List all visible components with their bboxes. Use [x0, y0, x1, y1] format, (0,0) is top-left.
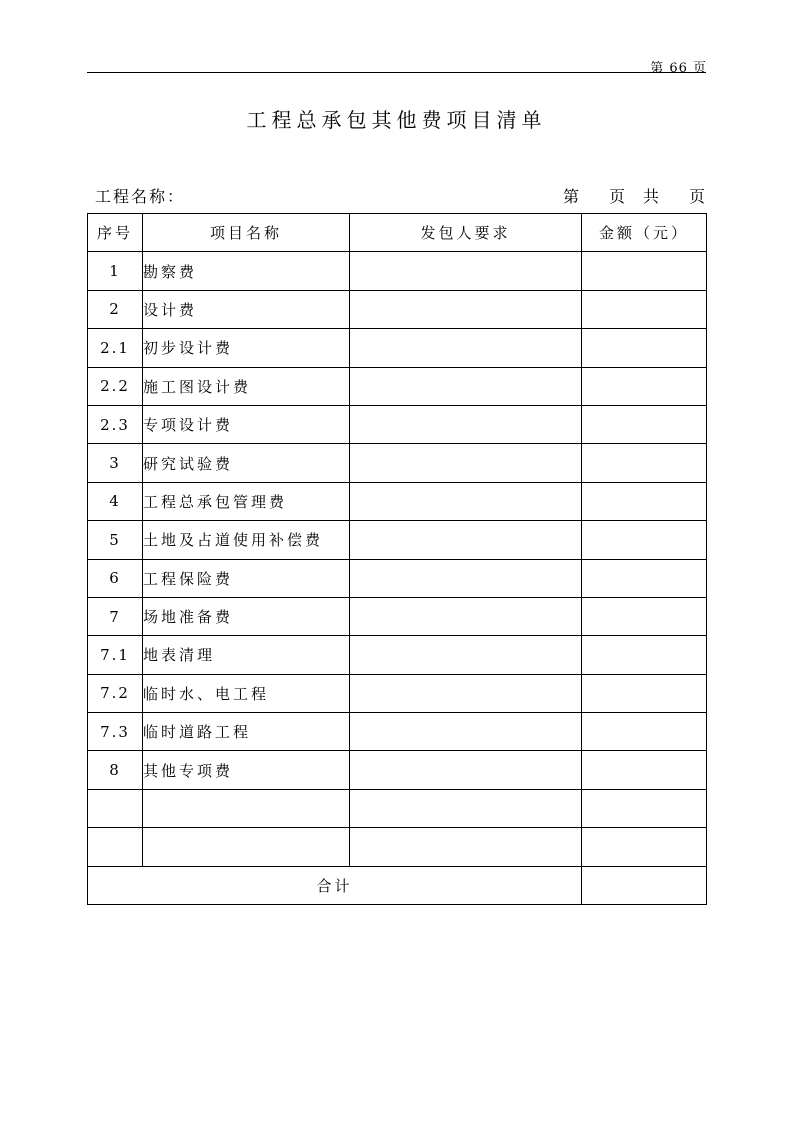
row-name: 工程总承包管理费: [143, 482, 350, 520]
table-row: [88, 290, 707, 328]
document-title: 工程总承包其他费项目清单: [246, 108, 547, 132]
row-amount-cell: [582, 444, 707, 482]
row-no: 4: [88, 482, 143, 520]
total-label: 合计: [88, 866, 582, 904]
row-amount-cell: [582, 559, 707, 597]
row-no: 7.3: [88, 713, 143, 751]
table-row: [88, 674, 707, 712]
total-row: [88, 866, 707, 904]
header-no: 序号: [88, 214, 143, 252]
empty-cell: [88, 828, 143, 866]
row-amount-cell: [582, 713, 707, 751]
row-amount-cell: [582, 329, 707, 367]
row-no: 3: [88, 444, 143, 482]
row-name: 勘察费: [143, 252, 350, 290]
table-row: [88, 482, 707, 520]
header-rule: [87, 72, 706, 73]
empty-cell: [582, 789, 707, 827]
total-amount-cell: [582, 866, 707, 904]
row-no: 8: [88, 751, 143, 789]
row-amount-cell: [582, 597, 707, 635]
empty-cell: [350, 789, 582, 827]
empty-table-row: [88, 828, 707, 866]
empty-cell: [143, 789, 350, 827]
row-requirement-cell: [350, 597, 582, 635]
row-name: 其他专项费: [143, 751, 350, 789]
row-requirement-cell: [350, 252, 582, 290]
row-name: 地表清理: [143, 636, 350, 674]
row-amount-cell: [582, 290, 707, 328]
row-no: 6: [88, 559, 143, 597]
empty-cell: [582, 828, 707, 866]
row-amount-cell: [582, 482, 707, 520]
row-no: 2.3: [88, 405, 143, 443]
row-name: 场地准备费: [143, 597, 350, 635]
row-requirement-cell: [350, 482, 582, 520]
row-amount-cell: [582, 252, 707, 290]
empty-cell: [143, 828, 350, 866]
row-requirement-cell: [350, 405, 582, 443]
table-row: [88, 636, 707, 674]
row-name: 专项设计费: [143, 405, 350, 443]
table-row: [88, 751, 707, 789]
row-name: 工程保险费: [143, 559, 350, 597]
row-requirement-cell: [350, 521, 582, 559]
row-name: 施工图设计费: [143, 367, 350, 405]
table-row: [88, 559, 707, 597]
table-row: [88, 329, 707, 367]
row-requirement-cell: [350, 444, 582, 482]
row-name: 研究试验费: [143, 444, 350, 482]
paging-total-label: 共: [642, 187, 659, 206]
row-name: 临时道路工程: [143, 713, 350, 751]
expense-table: [87, 213, 707, 905]
row-name: 土地及占道使用补偿费: [143, 521, 350, 559]
header-requirement: 发包人要求: [350, 214, 582, 252]
header-amount: 金额（元）: [582, 214, 707, 252]
empty-cell: [88, 789, 143, 827]
page-number: 第 66 页: [650, 61, 707, 76]
table-row: [88, 597, 707, 635]
row-requirement-cell: [350, 751, 582, 789]
table-row: [88, 444, 707, 482]
row-amount-cell: [582, 405, 707, 443]
row-no: 7.2: [88, 674, 143, 712]
row-requirement-cell: [350, 674, 582, 712]
row-amount-cell: [582, 751, 707, 789]
row-name: 初步设计费: [143, 329, 350, 367]
row-amount-cell: [582, 674, 707, 712]
row-no: 7.1: [88, 636, 143, 674]
row-name: 临时水、电工程: [143, 674, 350, 712]
header-name: 项目名称: [143, 214, 350, 252]
paging-info: [563, 184, 705, 207]
table-row: [88, 521, 707, 559]
row-no: 5: [88, 521, 143, 559]
project-name-label: 工程名称：: [95, 187, 186, 206]
row-requirement-cell: [350, 559, 582, 597]
row-requirement-cell: [350, 290, 582, 328]
row-requirement-cell: [350, 636, 582, 674]
table-row: [88, 252, 707, 290]
row-no: 2: [88, 290, 143, 328]
row-requirement-cell: [350, 367, 582, 405]
row-name: 设计费: [143, 290, 350, 328]
row-amount-cell: [582, 367, 707, 405]
empty-cell: [350, 828, 582, 866]
paging-page-label-2: 页: [688, 187, 705, 206]
row-no: 7: [88, 597, 143, 635]
paging-di: 第: [562, 187, 579, 206]
row-requirement-cell: [350, 713, 582, 751]
row-no: 2.2: [88, 367, 143, 405]
row-no: 2.1: [88, 329, 143, 367]
table-row: [88, 405, 707, 443]
row-amount-cell: [582, 636, 707, 674]
row-requirement-cell: [350, 329, 582, 367]
table-row: [88, 367, 707, 405]
empty-table-row: [88, 789, 707, 827]
row-no: 1: [88, 252, 143, 290]
row-amount-cell: [582, 521, 707, 559]
table-row: [88, 713, 707, 751]
table-header-row: [88, 214, 707, 252]
paging-page-label: 页: [608, 187, 625, 206]
